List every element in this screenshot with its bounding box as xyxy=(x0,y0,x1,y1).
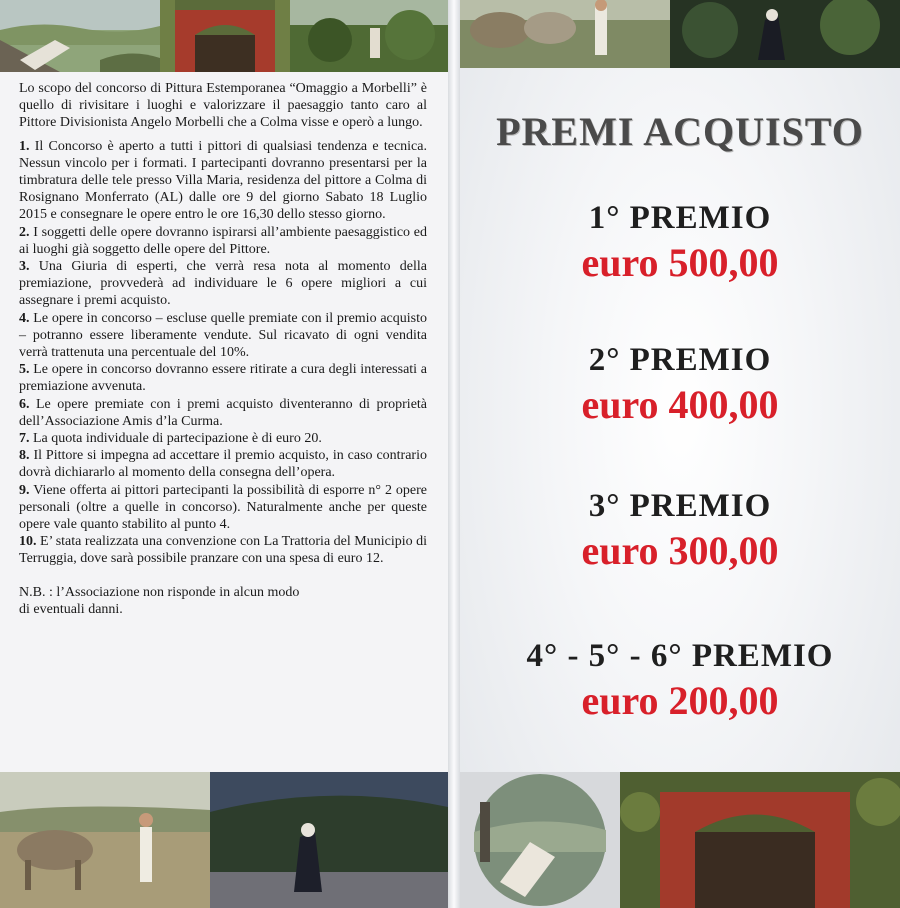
prize-label: 3° PREMIO xyxy=(588,488,772,524)
rule-text: Il Concorso è aperto a tutti i pittori di qualsiasi tendenza e tecnica. Nessun vincolo per i formati. I partecipanti dovranno presentarsi per la timbratura delle tele presso Villa Maria, residenza del pittore a Colma di Rosignano Monferrato (AL) dalle ore 9 del giorno Sabato 18 Luglio 2015 e consegnare le opere entro le ore 16,30 dello stesso giorno. xyxy=(19,138,427,223)
rule-number: 7. xyxy=(19,431,30,447)
rule-text: Il Pittore si impegna ad accettare il premio acquisto, in caso contrario dovrà dichiararlo al momento della consegna dell’opera. xyxy=(19,448,427,481)
rule-number: 6. xyxy=(19,396,30,412)
rule-text: Le opere in concorso – escluse quelle premiate con il premio acquisto – potranno essere liberamente vendute. Sul ricavato di ogni vendita verrà trattenuta una percentuale del 10%. xyxy=(19,310,427,361)
top-painting-strip xyxy=(0,0,448,72)
right-panel xyxy=(460,0,900,908)
brochure-fold xyxy=(448,0,460,908)
bottom-painting-strip xyxy=(0,772,448,908)
painting-red-arch xyxy=(160,0,290,72)
rule-item xyxy=(19,224,427,258)
painting-terrace-landscape xyxy=(0,0,160,72)
nb-note: N.B. : l’Associazione non risponde in alcun modo di eventuali danni. xyxy=(19,584,300,617)
bottom-painting-strip-right xyxy=(460,772,900,908)
rule-number: 1. xyxy=(19,138,30,154)
painting-red-arch-vine xyxy=(620,772,900,908)
rule-text: Viene offerta ai pittori partecipanti la possibilità di esporre n° 2 opere personali (oltre a quelle in concorso). Naturalmente anche per queste opere vale quanto stabilito al punto 4. xyxy=(19,482,427,533)
rule-number: 9. xyxy=(19,482,30,498)
rule-text: I soggetti delle opere dovranno ispirarsi all’ambiente paesaggistico ed ai luoghi già soggetto delle opere del Pittore. xyxy=(19,224,428,257)
prize-label: 4° - 5° - 6° PREMIO xyxy=(526,638,834,674)
rule-item xyxy=(19,533,427,567)
rule-text: La quota individuale di partecipazione è di euro 20. xyxy=(33,431,322,447)
prize-amount: euro 200,00 xyxy=(581,678,779,723)
rule-item xyxy=(19,396,427,430)
rule-item xyxy=(19,447,427,481)
prize-4-6 xyxy=(460,636,900,726)
prize-1 xyxy=(460,198,900,288)
prize-3 xyxy=(460,486,900,576)
prize-label: 2° PREMIO xyxy=(588,342,772,378)
painting-garden-figure xyxy=(290,0,448,72)
prizes-title: PREMI ACQUISTO xyxy=(496,109,864,154)
rule-text: Le opere premiate con i premi acquisto diventeranno di proprietà dell’Associazione Amis d’la Curma. xyxy=(19,396,428,429)
rule-number: 2. xyxy=(19,224,30,240)
painting-nuns-garden xyxy=(670,0,900,68)
rule-text: Una Giuria di esperti, che verrà resa nota al momento della premiazione, provvederà ad individuare le 6 opere migliori a cui assegnare i premi acquisto. xyxy=(19,259,428,309)
rule-item xyxy=(19,310,427,362)
rule-item xyxy=(19,258,427,310)
painting-cows-field xyxy=(0,772,210,908)
painting-cows-peasant xyxy=(460,0,670,68)
prize-2 xyxy=(460,340,900,430)
rule-number: 3. xyxy=(19,259,30,275)
rule-text: Le opere in concorso dovranno essere ritirate a cura degli interessati a premiazione avvenuta. xyxy=(19,362,427,395)
rule-item xyxy=(19,361,427,395)
rule-number: 4. xyxy=(19,310,30,326)
rule-number: 10. xyxy=(19,534,37,550)
rule-number: 5. xyxy=(19,362,30,378)
prize-amount: euro 500,00 xyxy=(581,240,779,285)
prize-amount: euro 300,00 xyxy=(581,528,779,573)
rule-text: E’ stata realizzata una convenzione con La Trattoria del Municipio di Terruggia, dove sarà possibile pranzare con una spesa di euro 12. xyxy=(19,534,428,567)
rule-item xyxy=(19,430,427,447)
rule-item xyxy=(19,482,427,534)
rule-item xyxy=(19,138,427,224)
painting-terrace-round xyxy=(460,772,620,908)
prize-label: 1° PREMIO xyxy=(588,200,772,236)
rule-number: 8. xyxy=(19,448,30,464)
left-panel xyxy=(0,0,448,908)
regulations-text xyxy=(19,80,427,618)
intro-paragraph: Lo scopo del concorso di Pittura Estemporanea “Omaggio a Morbelli” è quello di rivisitare i luoghi e valorizzare il paesaggio tanto caro al Pittore Divisionista Angelo Morbelli che a Colma visse e operò a lungo. xyxy=(19,81,427,131)
prize-amount: euro 400,00 xyxy=(581,382,779,427)
painting-nun-hillside xyxy=(210,772,448,908)
top-painting-strip-right xyxy=(460,0,900,68)
